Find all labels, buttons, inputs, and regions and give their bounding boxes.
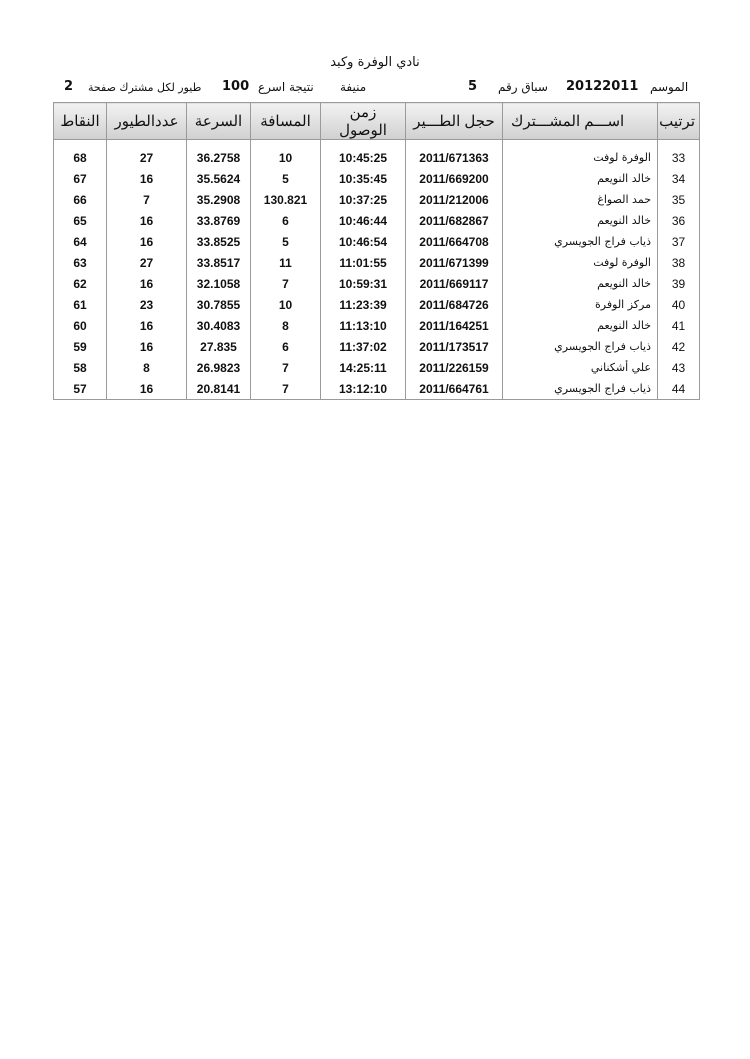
cell-distance: 6 — [251, 210, 321, 231]
cell-speed: 27.835 — [187, 336, 251, 357]
season-label: الموسم — [650, 80, 689, 94]
header-rank: ترتيب — [658, 103, 700, 140]
cell-ring: 2011/212006 — [406, 189, 503, 210]
cell-rank: 44 — [658, 378, 700, 400]
table-row — [54, 147, 700, 168]
cell-rank: 33 — [658, 147, 700, 168]
table-row — [54, 231, 700, 252]
result-label: نتيجة اسرع — [258, 80, 314, 94]
cell-ring: 2011/682867 — [406, 210, 503, 231]
race-label: سباق رقم — [498, 80, 548, 94]
cell-arrival: 11:37:02 — [321, 336, 406, 357]
header-speed: السرعة — [187, 103, 251, 140]
cell-speed: 35.2908 — [187, 189, 251, 210]
cell-distance: 6 — [251, 336, 321, 357]
cell-speed: 26.9823 — [187, 357, 251, 378]
cell-ring: 2011/173517 — [406, 336, 503, 357]
race-value: 5 — [468, 79, 478, 94]
cell-speed: 35.5624 — [187, 168, 251, 189]
table-row — [54, 273, 700, 294]
cell-birds: 23 — [107, 294, 187, 315]
cell-points: 68 — [54, 147, 107, 168]
table-row — [54, 168, 700, 189]
cell-rank: 41 — [658, 315, 700, 336]
result-value: 100 — [222, 79, 250, 94]
cell-arrival: 14:25:11 — [321, 357, 406, 378]
header-arrival: زمن الوصول — [321, 103, 406, 140]
cell-speed: 33.8769 — [187, 210, 251, 231]
table-row — [54, 189, 700, 210]
cell-distance: 7 — [251, 273, 321, 294]
cell-name: خالد النويعم — [503, 210, 658, 231]
cell-ring: 2011/664708 — [406, 231, 503, 252]
cell-name: ذياب فراج الجويسري — [503, 336, 658, 357]
spacer-row — [54, 140, 700, 148]
cell-rank: 35 — [658, 189, 700, 210]
cell-arrival: 11:13:10 — [321, 315, 406, 336]
cell-points: 65 — [54, 210, 107, 231]
cell-birds: 27 — [107, 147, 187, 168]
cell-ring: 2011/669200 — [406, 168, 503, 189]
cell-birds: 8 — [107, 357, 187, 378]
cell-distance: 5 — [251, 231, 321, 252]
document-title: نادي الوفرة وكبد — [330, 55, 420, 70]
cell-points: 64 — [54, 231, 107, 252]
results-table — [53, 102, 700, 400]
season-value: 20122011 — [566, 79, 639, 94]
cell-arrival: 10:37:25 — [321, 189, 406, 210]
cell-points: 66 — [54, 189, 107, 210]
cell-distance: 5 — [251, 168, 321, 189]
cell-rank: 43 — [658, 357, 700, 378]
cell-arrival: 10:46:44 — [321, 210, 406, 231]
table-row — [54, 378, 700, 400]
cell-points: 60 — [54, 315, 107, 336]
cell-rank: 42 — [658, 336, 700, 357]
cell-name: حمد الصواغ — [503, 189, 658, 210]
cell-ring: 2011/226159 — [406, 357, 503, 378]
cell-name: خالد النويعم — [503, 168, 658, 189]
cell-birds: 16 — [107, 336, 187, 357]
page-number: 2 — [64, 79, 74, 94]
cell-arrival: 13:12:10 — [321, 378, 406, 400]
cell-distance: 10 — [251, 147, 321, 168]
cell-name: ذياب فراج الجويسري — [503, 231, 658, 252]
header-distance: المسافة — [251, 103, 321, 140]
cell-speed: 32.1058 — [187, 273, 251, 294]
cell-name: ذياب فراج الجويسري — [503, 378, 658, 400]
cell-ring: 2011/671363 — [406, 147, 503, 168]
cell-arrival: 10:46:54 — [321, 231, 406, 252]
cell-rank: 36 — [658, 210, 700, 231]
place-name: منيفة — [340, 80, 367, 94]
table-row — [54, 357, 700, 378]
cell-name: مركز الوفرة — [503, 294, 658, 315]
cell-rank: 40 — [658, 294, 700, 315]
cell-ring: 2011/671399 — [406, 252, 503, 273]
cell-speed: 20.8141 — [187, 378, 251, 400]
cell-distance: 11 — [251, 252, 321, 273]
cell-distance: 7 — [251, 378, 321, 400]
cell-name: علي أشكناني — [503, 357, 658, 378]
cell-points: 57 — [54, 378, 107, 400]
header-points: النقاط — [54, 103, 107, 140]
cell-speed: 33.8525 — [187, 231, 251, 252]
cell-points: 63 — [54, 252, 107, 273]
cell-ring: 2011/664761 — [406, 378, 503, 400]
cell-ring: 2011/164251 — [406, 315, 503, 336]
table-row — [54, 315, 700, 336]
cell-arrival: 11:01:55 — [321, 252, 406, 273]
header-ring: حجل الطـــير — [406, 103, 503, 140]
cell-birds: 16 — [107, 273, 187, 294]
cell-arrival: 11:23:39 — [321, 294, 406, 315]
header-name: اســـم المشـــترك — [503, 103, 658, 140]
cell-points: 61 — [54, 294, 107, 315]
cell-distance: 7 — [251, 357, 321, 378]
cell-arrival: 10:59:31 — [321, 273, 406, 294]
cell-arrival: 10:35:45 — [321, 168, 406, 189]
cell-speed: 30.7855 — [187, 294, 251, 315]
cell-rank: 39 — [658, 273, 700, 294]
per-participant-label: طيور لكل مشترك صفحة — [88, 81, 202, 94]
cell-birds: 27 — [107, 252, 187, 273]
cell-arrival: 10:45:25 — [321, 147, 406, 168]
cell-birds: 16 — [107, 378, 187, 400]
cell-birds: 7 — [107, 189, 187, 210]
cell-birds: 16 — [107, 168, 187, 189]
cell-birds: 16 — [107, 315, 187, 336]
cell-speed: 30.4083 — [187, 315, 251, 336]
cell-name: الوفرة لوفت — [503, 252, 658, 273]
cell-rank: 37 — [658, 231, 700, 252]
cell-distance: 130.821 — [251, 189, 321, 210]
cell-speed: 33.8517 — [187, 252, 251, 273]
table-row — [54, 252, 700, 273]
cell-rank: 38 — [658, 252, 700, 273]
table-row — [54, 336, 700, 357]
cell-name: الوفرة لوفت — [503, 147, 658, 168]
cell-birds: 16 — [107, 210, 187, 231]
header-row — [54, 103, 700, 140]
cell-birds: 16 — [107, 231, 187, 252]
table-row — [54, 210, 700, 231]
cell-points: 58 — [54, 357, 107, 378]
cell-distance: 10 — [251, 294, 321, 315]
header-birds: عددالطيور — [107, 103, 187, 140]
cell-ring: 2011/684726 — [406, 294, 503, 315]
cell-distance: 8 — [251, 315, 321, 336]
cell-ring: 2011/669117 — [406, 273, 503, 294]
cell-name: خالد النويعم — [503, 273, 658, 294]
table-row — [54, 294, 700, 315]
cell-points: 67 — [54, 168, 107, 189]
cell-points: 59 — [54, 336, 107, 357]
cell-name: خالد النويعم — [503, 315, 658, 336]
cell-rank: 34 — [658, 168, 700, 189]
cell-speed: 36.2758 — [187, 147, 251, 168]
cell-points: 62 — [54, 273, 107, 294]
